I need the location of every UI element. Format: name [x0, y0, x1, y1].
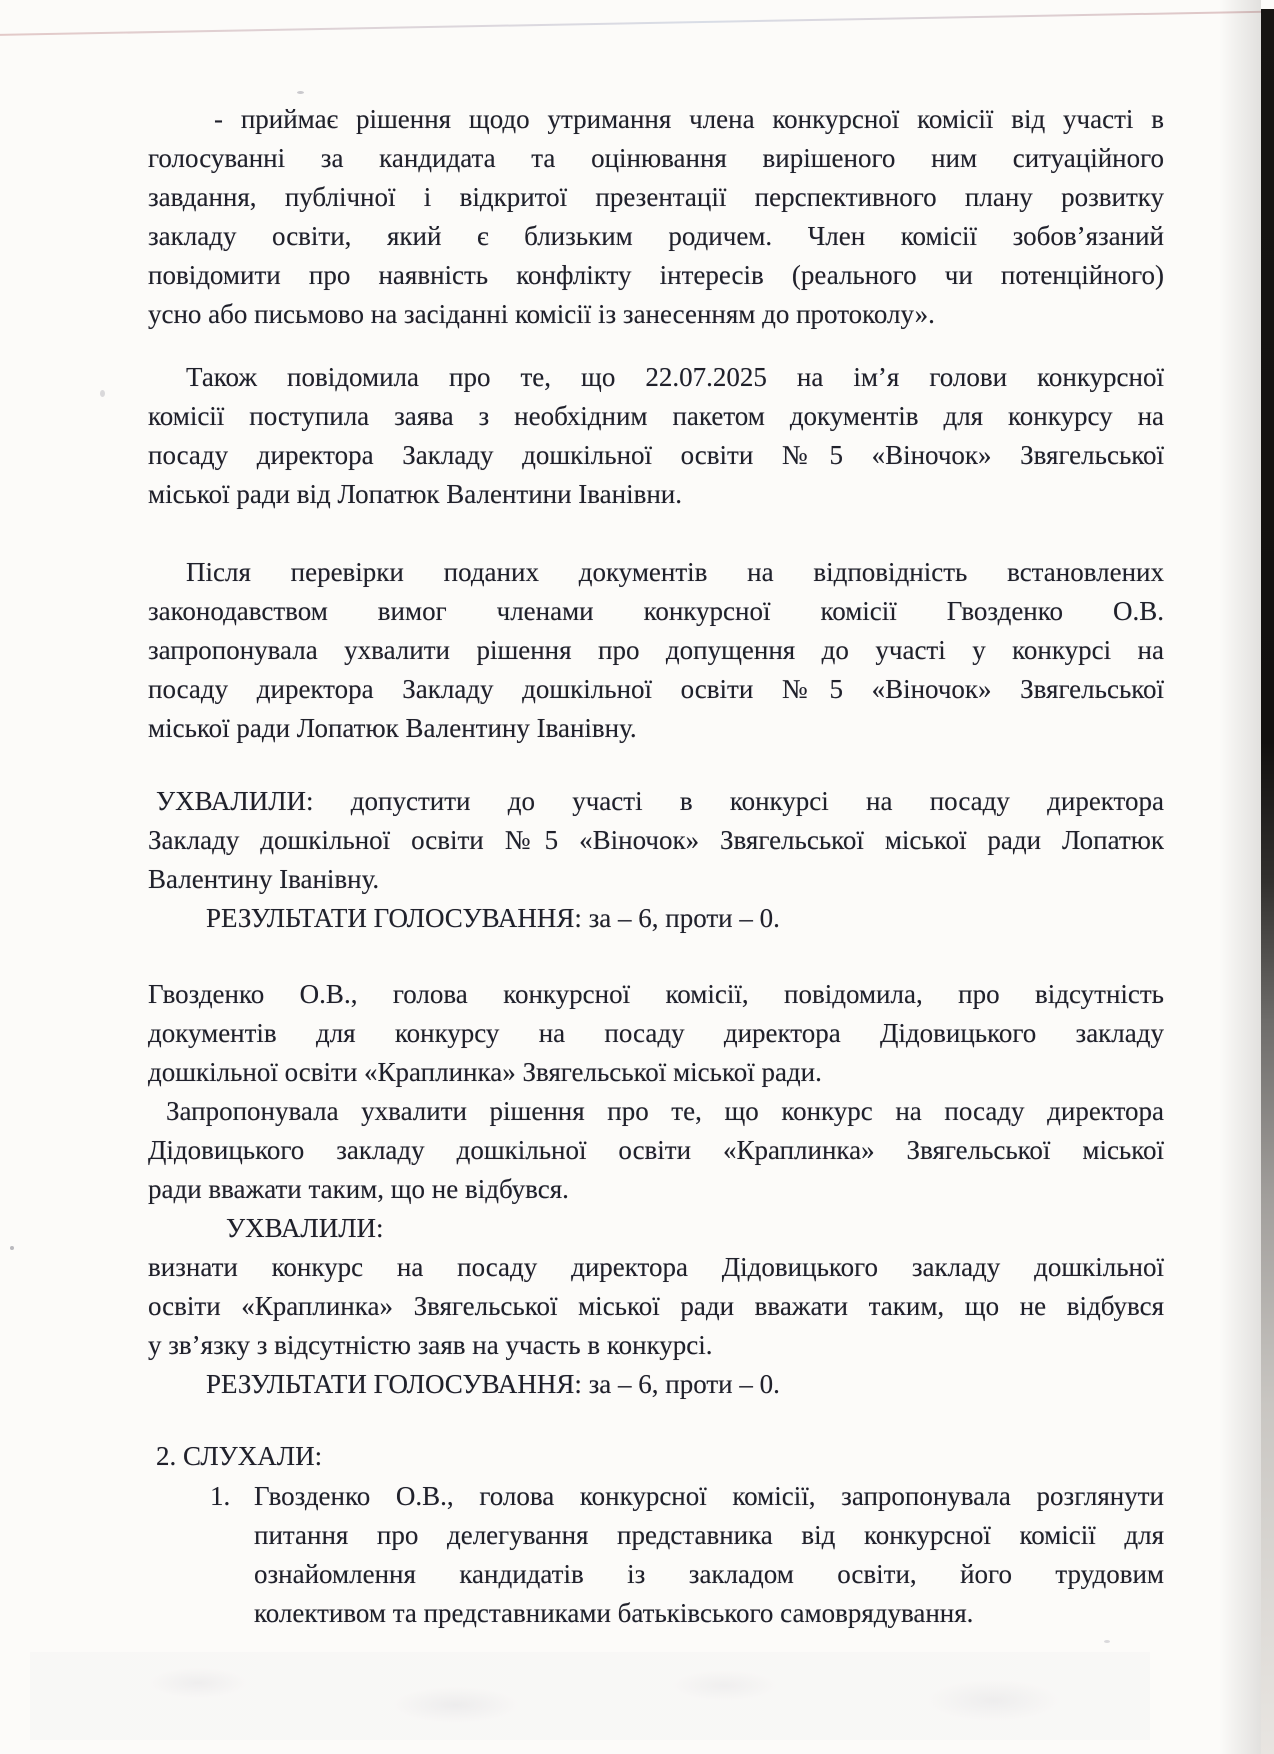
- scan-speck: [297, 91, 304, 94]
- text-line: повідомити про наявність конфлікту інтересів (реального чи потенційного): [148, 260, 1164, 290]
- paragraph-application-received: [148, 358, 1164, 514]
- paragraph-no-documents-kraplynka: [148, 975, 1164, 1092]
- text-line: РЕЗУЛЬТАТИ ГОЛОСУВАННЯ: за – 6, проти – 0.: [206, 1369, 780, 1399]
- text-line: ознайомлення кандидатів із закладом освіти, його трудовим: [254, 1559, 1164, 1589]
- text-line: комісії поступила заява з необхідним пакетом документів для конкурсу на: [148, 401, 1164, 431]
- text-line: запропонувала ухвалити рішення про допущення до участі у конкурсі на: [148, 635, 1164, 665]
- text-line: освіти «Краплинка» Звягельської міської ради вважати таким, що не відбувся: [148, 1291, 1164, 1321]
- document-text: [148, 100, 1164, 1633]
- scan-speck: [10, 1246, 14, 1250]
- text-line: УХВАЛИЛИ:: [226, 1213, 384, 1243]
- text-line: визнати конкурс на посаду директора Дідовицького закладу дошкільної: [148, 1252, 1164, 1282]
- text-line: дошкільної освіти «Краплинка» Звягельської міської ради.: [148, 1057, 822, 1087]
- paragraph-decision-competition-not-held: [148, 1092, 1164, 1404]
- text-line: міської ради від Лопатюк Валентини Іванівни.: [148, 479, 683, 509]
- paragraph-abstention-clause: [148, 100, 1164, 334]
- paragraph-decision-admit-candidate: [148, 782, 1164, 938]
- section-2-heading: [148, 1437, 1164, 1476]
- text-line: Також повідомила про те, що 22.07.2025 на ім’я голови конкурсної: [186, 362, 1164, 392]
- text-line: Запропонувала ухвалити рішення про те, що конкурс на посаду директора: [166, 1096, 1164, 1126]
- text-line: голосуванні за кандидата та оцінювання вирішеного ним ситуаційного: [148, 143, 1164, 173]
- text-line: завдання, публічної і відкритої презентації перспективного плану розвитку: [148, 182, 1164, 212]
- text-line: законодавством вимог членами конкурсної комісії Гвозденко О.В.: [148, 596, 1164, 626]
- paper-edge-line: [0, 10, 1274, 36]
- scan-shadow: [1219, 0, 1261, 1754]
- list-item-text: [254, 1477, 1164, 1633]
- text-line: усно або письмово на засіданні комісії із занесенням до протоколу».: [148, 299, 935, 329]
- text-line: посаду директора Закладу дошкільної освіти №5 «Віночок» Звягельської: [148, 674, 1164, 704]
- text-line: Гвозденко О.В., голова конкурсної комісії, запропонувала розглянути: [254, 1481, 1164, 1511]
- scanner-edge-strip: [1261, 9, 1274, 1754]
- text-line: Гвозденко О.В., голова конкурсної комісії, повідомила, про відсутність: [148, 979, 1164, 1009]
- list-item-number: 1.: [210, 1481, 231, 1511]
- text-line: ради вважати таким, що не відбувся.: [148, 1174, 569, 1204]
- text-line: 2. СЛУХАЛИ:: [156, 1441, 323, 1471]
- text-line: - приймає рішення щодо утримання члена конкурсної комісії від участі в: [214, 104, 1164, 134]
- text-line: Валентину Іванівну.: [148, 864, 380, 894]
- scan-speck: [100, 390, 105, 397]
- text-line: РЕЗУЛЬТАТИ ГОЛОСУВАННЯ: за – 6, проти – 0.: [206, 903, 780, 933]
- list-item-1: [148, 1477, 1164, 1633]
- text-line: Дідовицького закладу дошкільної освіти «Краплинка» Звягельської міської: [148, 1135, 1164, 1165]
- text-line: міської ради Лопатюк Валентину Іванівну.: [148, 713, 637, 743]
- text-line: Після перевірки поданих документів на відповідність встановлених: [186, 557, 1164, 587]
- text-line: Закладу дошкільної освіти №5 «Віночок» Звягельської міської ради Лопатюк: [148, 825, 1164, 855]
- paper-texture: [30, 1652, 1150, 1740]
- text-line: УХВАЛИЛИ: допустити до участі в конкурсі на посаду директора: [156, 786, 1164, 816]
- text-line: посаду директора Закладу дошкільної освіти №5 «Віночок» Звягельської: [148, 440, 1164, 470]
- text-line: документів для конкурсу на посаду директора Дідовицького закладу: [148, 1018, 1164, 1048]
- text-line: закладу освіти, який є близьким родичем. Член комісії зобов’язаний: [148, 221, 1164, 251]
- text-line: колективом та представниками батьківського самоврядування.: [254, 1598, 974, 1628]
- text-line: питання про делегування представника від конкурсної комісії для: [254, 1520, 1164, 1550]
- paragraph-documents-check-proposal: [148, 553, 1164, 748]
- text-line: у зв’язку з відсутністю заяв на участь в конкурсі.: [148, 1330, 713, 1360]
- scan-speck: [1104, 1640, 1110, 1643]
